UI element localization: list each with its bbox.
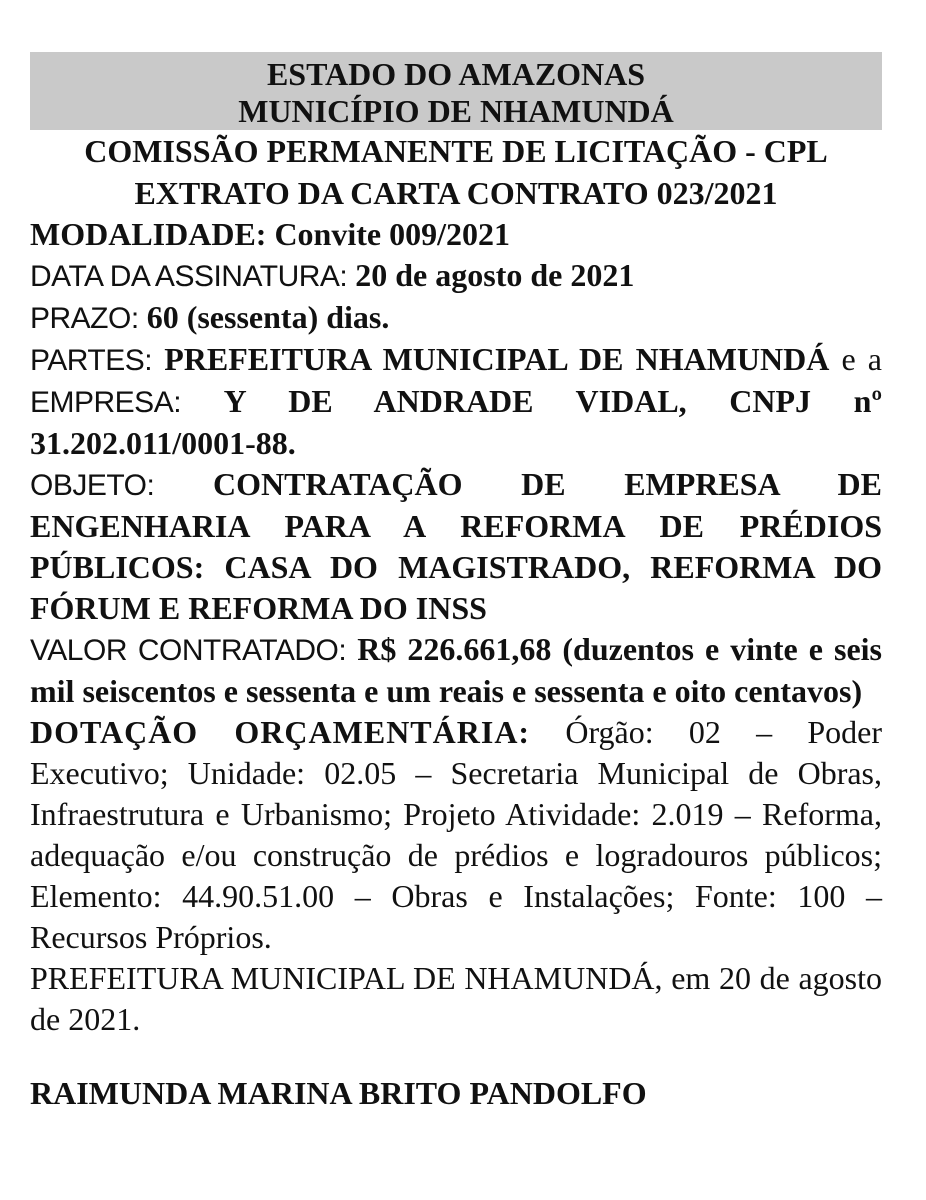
cropped-previous-text [30, 0, 590, 6]
data-assinatura-label: DATA DA ASSINATURA: [30, 260, 348, 293]
data-assinatura-value: 20 de agosto de 2021 [355, 257, 635, 293]
partes-label: PARTES: [30, 344, 153, 377]
partes-party1: PREFEITURA MUNICIPAL DE NHAMUNDÁ [164, 341, 830, 377]
dotacao-value: Órgão: 02 – Poder Executivo; Unidade: 02.05 – Secretaria Municipal de Obras, Infraestrutura e Urbanismo; Projeto Atividade: 2.019 – Reforma, adequação e/ou construção de prédios e logradouros públicos; Elemento: 44.90.51.00 – Obras e Instalações; Fonte: 100 – Recursos Próprios. [30, 714, 883, 955]
partes-party2: Y DE ANDRADE VIDAL, CNPJ nº 31.202.011/0001-88. [30, 383, 883, 461]
dotacao-label: DOTAÇÃO ORÇAMENTÁRIA: [30, 714, 531, 750]
partes-paragraph [30, 339, 882, 464]
dotacao-paragraph [30, 712, 882, 958]
objeto-paragraph [30, 464, 882, 629]
extract-title: EXTRATO DA CARTA CONTRATO 023/2021 [134, 175, 778, 211]
data-assinatura-line [30, 255, 882, 297]
valor-value: R$ 226.661,68 (duzentos e vinte e seis mil seiscentos e sessenta e um reais e sessenta e oito centavos) [30, 631, 883, 709]
municipality-heading: MUNICÍPIO DE NHAMUNDÁ [238, 93, 674, 129]
header-band [30, 52, 882, 130]
empresa-label: EMPRESA: [30, 386, 182, 419]
partes-connector: e a [841, 341, 883, 377]
valor-paragraph [30, 629, 882, 712]
prazo-line [30, 297, 882, 339]
contract-extract-notice [30, 52, 882, 1114]
modalidade-line [30, 214, 882, 255]
signatory-name: RAIMUNDA MARINA BRITO PANDOLFO [30, 1075, 647, 1111]
state-heading: ESTADO DO AMAZONAS [266, 56, 646, 92]
modalidade-value: Convite 009/2021 [274, 216, 510, 252]
objeto-label: OBJETO: [30, 469, 155, 502]
valor-label: VALOR CONTRATADO: [30, 634, 347, 667]
objeto-value: CONTRATAÇÃO DE EMPRESA DE ENGENHARIA PARA A REFORMA DE PRÉDIOS PÚBLICOS: CASA DO MAGISTRADO, REFORMA DO FÓRUM E REFORMA DO INSS [30, 466, 883, 626]
prazo-label: PRAZO: [30, 302, 139, 335]
modalidade-label: MODALIDADE: [30, 216, 267, 252]
closing-paragraph: PREFEITURA MUNICIPAL DE NHAMUNDÁ, em 20 de agosto de 2021. [30, 960, 882, 1037]
commission-heading: COMISSÃO PERMANENTE DE LICITAÇÃO - CPL [84, 133, 828, 169]
prazo-value: 60 (sessenta) dias. [146, 299, 390, 335]
